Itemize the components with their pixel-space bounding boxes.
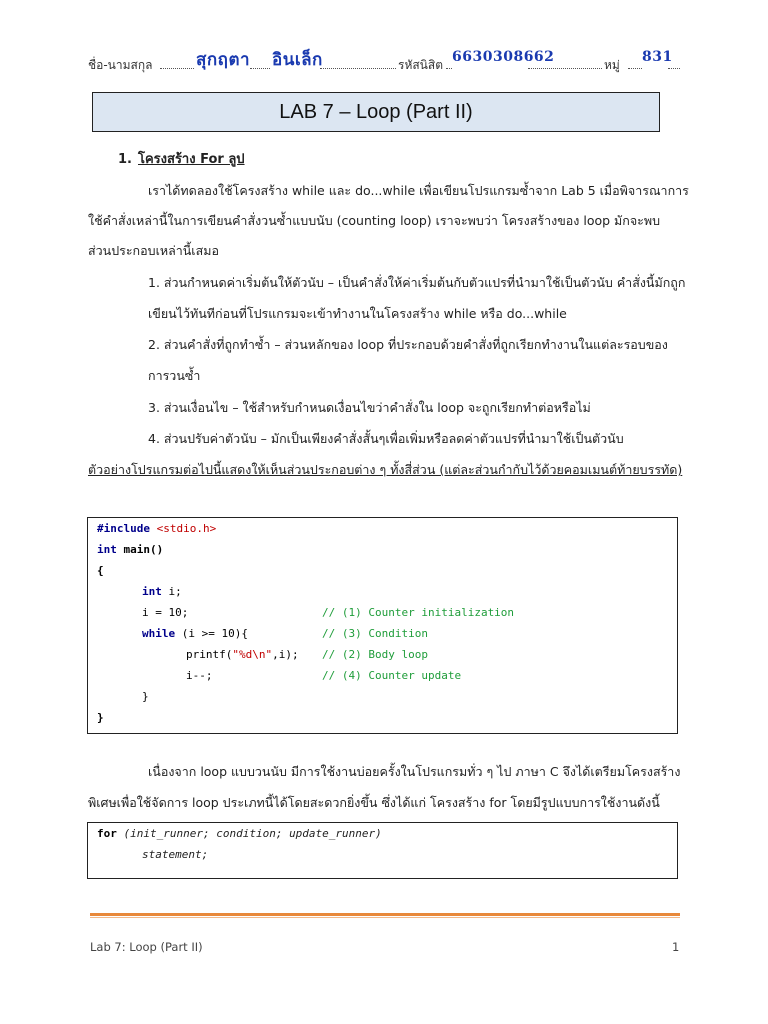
code-line-decl: int i; — [142, 585, 182, 598]
code-line-outer-close: } — [97, 711, 104, 724]
item-1-cont: เขียนไว้ทันทีก่อนที่โปรแกรมจะเข้าทำงานในโครงสร้าง while หรือ do...while — [148, 306, 567, 321]
name-dots — [250, 68, 270, 69]
intro-line-3: ส่วนประกอบเหล่านี้เสมอ — [88, 243, 219, 258]
code-line-inner-close: } — [142, 690, 149, 703]
item-3: 3. ส่วนเงื่อนไข – ใช้สำหรับกำหนดเงื่อนไขว่าคำสั่งใน loop จะถูกเรียกทำต่อหรือไม่ — [148, 400, 591, 415]
name-dots — [160, 68, 194, 69]
id-dots — [446, 68, 452, 69]
group-dots — [668, 68, 680, 69]
while-keyword: while — [142, 627, 176, 640]
group-handwritten: 831 — [642, 49, 673, 65]
code-line-open-brace: { — [97, 564, 104, 577]
code-line-decrement: i--; — [186, 669, 213, 682]
comment-counter-update: // (4) Counter update — [322, 669, 462, 682]
int-keyword: int — [97, 543, 117, 556]
last-name-handwritten: อินเล็ก — [272, 50, 323, 70]
page-number: 1 — [672, 940, 680, 954]
for-keyword: for — [97, 827, 117, 840]
for-syntax-line — [97, 827, 382, 841]
student-info-line — [88, 46, 680, 72]
student-id-handwritten: 6630308662 — [452, 49, 555, 65]
first-name-handwritten: สุกฤตา — [196, 50, 251, 70]
code-line-assign: i = 10; — [142, 606, 189, 619]
code-line-main — [97, 543, 163, 557]
name-label: ชื่อ-นามสกุล — [88, 58, 153, 72]
footer-title: Lab 7: Loop (Part II) — [90, 940, 203, 954]
include-keyword: #include — [97, 522, 150, 535]
comment-counter-init: // (1) Counter initialization — [322, 606, 515, 619]
student-id-label: รหัสนิสิต — [398, 58, 443, 72]
comment-body-loop: // (2) Body loop — [322, 648, 428, 661]
for-statement: statement; — [142, 848, 209, 861]
code-line-while: while (i >= 10){ — [142, 627, 248, 640]
item-1: 1. ส่วนกำหนดค่าเริ่มต้นให้ตัวนับ – เป็นคำสั่งให้ค่าเริ่มต้นกับตัวแปรที่นำมาใช้เป็นตัวนับ คำสั่งนี้มักถูก — [148, 275, 686, 290]
id-dots — [528, 68, 602, 69]
for-arguments: (init_runner; condition; update_runner) — [123, 827, 382, 840]
section-heading: โครงสร้าง For ลูป — [138, 152, 245, 167]
code-line-printf: printf("%d\n",i); — [186, 648, 299, 661]
item-2: 2. ส่วนคำสั่งที่ถูกทำซ้ำ – ส่วนหลักของ loop ที่ประกอบด้วยคำสั่งที่ถูกเรียกทำงานในแต่ละรอบของ — [148, 337, 668, 352]
paragraph2-line-1: เนื่องจาก loop แบบวนนับ มีการใช้งานบ่อยครั้งในโปรแกรมทั่ว ๆ ไป ภาษา C จึงได้เตรียมโครงสร้าง — [148, 764, 681, 779]
main-signature: main() — [123, 543, 164, 556]
group-label: หมู่ — [604, 58, 620, 72]
for-statement-line — [142, 848, 208, 862]
item-2-cont: การวนซ้ำ — [148, 368, 201, 383]
group-dots — [628, 68, 642, 69]
lab-title-box — [92, 92, 660, 132]
decl-keyword: int — [142, 585, 162, 598]
code-example-box — [87, 517, 678, 734]
format-string: "%d\n" — [232, 648, 273, 661]
comment-condition: // (3) Condition — [322, 627, 428, 640]
lab-title: LAB 7 – Loop (Part II) — [279, 100, 473, 123]
include-file: <stdio.h> — [156, 522, 217, 535]
paragraph2-line-2: พิเศษเพื่อใช้จัดการ loop ประเภทนี้ได้โดยสะดวกยิ่งขึ้น ซึ่งได้แก่ โครงสร้าง for โดยมีรูปแบบการใช้งานดังนี้ — [88, 795, 660, 810]
section-number: 1. — [118, 152, 132, 167]
name-dots — [320, 68, 396, 69]
footer-rule — [90, 913, 680, 916]
footer-rule-thin — [90, 917, 680, 918]
intro-line-1: เราได้ทดลองใช้โครงสร้าง while และ do...while เพื่อเขียนโปรแกรมซ้ำจาก Lab 5 เมื่อพิจารณาการ — [148, 183, 689, 198]
code-line-include — [97, 522, 216, 536]
example-caption: ตัวอย่างโปรแกรมต่อไปนี้แสดงให้เห็นส่วนประกอบต่าง ๆ ทั้งสี่ส่วน (แต่ละส่วนกำกับไว้ด้วยคอมเมนต์ท้ายบรรทัด) — [88, 462, 683, 477]
intro-line-2: ใช้คำสั่งเหล่านี้ในการเขียนคำสั่งวนซ้ำแบบนับ (counting loop) เราจะพบว่า โครงสร้างของ loop มักจะพบ — [88, 213, 661, 228]
item-4: 4. ส่วนปรับค่าตัวนับ – มักเป็นเพียงคำสั่งสั้นๆเพื่อเพิ่มหรือลดค่าตัวแปรที่นำมาใช้เป็นตัวนับ — [148, 431, 624, 446]
